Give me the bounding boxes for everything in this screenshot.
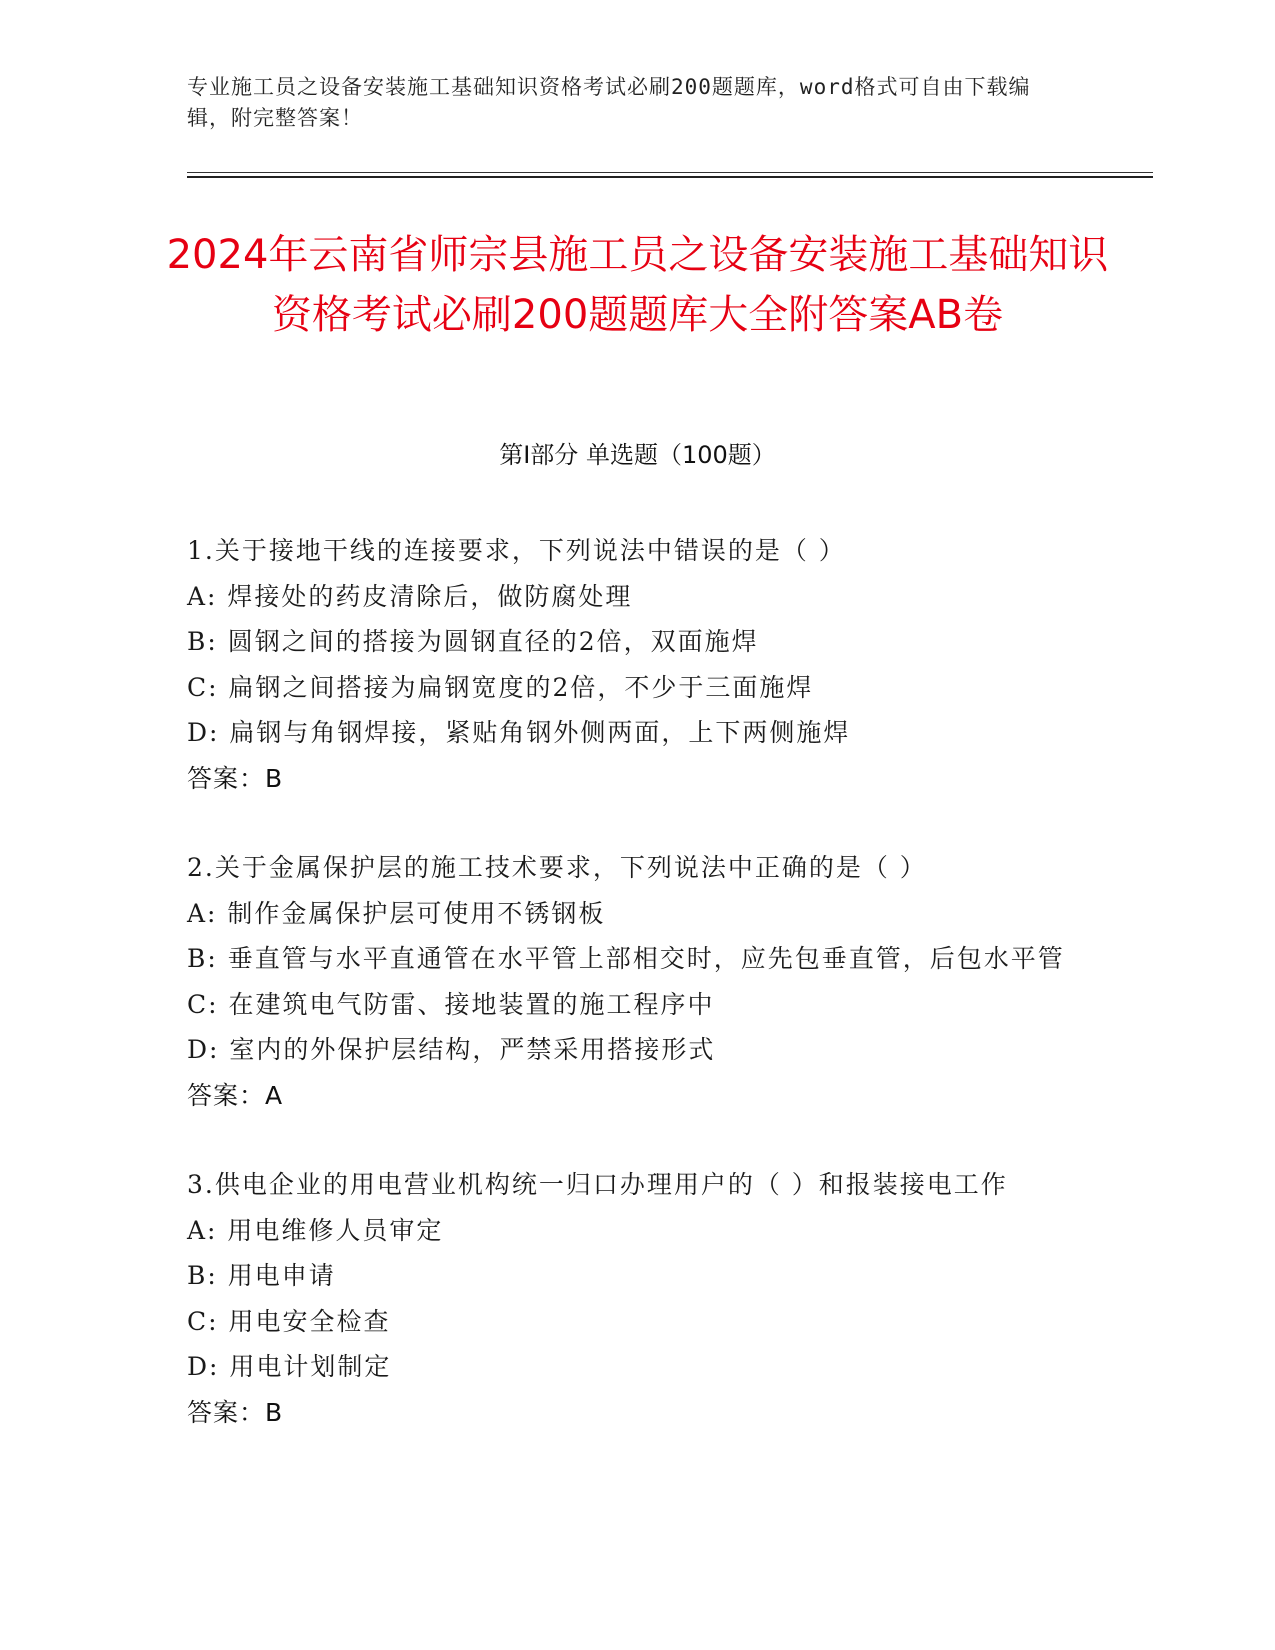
section-title: 第Ⅰ部分 单选题（100题） bbox=[499, 441, 776, 469]
option-b: B: 圆钢之间的搭接为圆钢直径的2倍，双面施焊 bbox=[187, 627, 759, 656]
question-3 bbox=[187, 1162, 1077, 1435]
option-d: D: 用电计划制定 bbox=[187, 1352, 392, 1381]
option-c: C: 在建筑电气防雷、接地装置的施工程序中 bbox=[187, 989, 715, 1019]
answer: 答案：B bbox=[187, 1397, 284, 1427]
question-stem: 3.供电企业的用电营业机构统一归口办理用户的（ ）和报装接电工作 bbox=[187, 1170, 1008, 1199]
option-d: D: 扁钢与角钢焊接，紧贴角钢外侧两面，上下两侧施焊 bbox=[187, 718, 851, 747]
question-stem: 2.关于金属保护层的施工技术要求，下列说法中正确的是（ ） bbox=[187, 853, 927, 882]
header-divider-thick bbox=[187, 176, 1153, 178]
option-a: A: 制作金属保护层可使用不锈钢板 bbox=[187, 898, 606, 928]
option-a: A: 焊接处的药皮清除后，做防腐处理 bbox=[187, 581, 633, 611]
answer: 答案：A bbox=[187, 1080, 284, 1110]
header-divider-thin bbox=[187, 172, 1153, 173]
question-1 bbox=[187, 528, 1077, 801]
option-b: B: 垂直管与水平直通管在水平管上部相交时，应先包垂直管，后包水平管 bbox=[187, 944, 1065, 973]
option-b: B: 用电申请 bbox=[187, 1261, 336, 1290]
document-title: 2024年云南省师宗县施工员之设备安装施工基础知识资格考试必刷200题题库大全附答案AB卷 bbox=[166, 232, 1109, 338]
header-note: 专业施工员之设备安装施工基础知识资格考试必刷200题题库，word格式可自由下载编辑，附完整答案！ bbox=[187, 75, 1031, 130]
question-stem: 1.关于接地干线的连接要求，下列说法中错误的是（ ） bbox=[187, 536, 846, 565]
option-a: A: 用电维修人员审定 bbox=[187, 1215, 444, 1245]
answer: 答案：B bbox=[187, 763, 284, 793]
question-2 bbox=[187, 845, 1077, 1118]
question-list bbox=[187, 528, 1077, 1479]
option-c: C: 扁钢之间搭接为扁钢宽度的2倍，不少于三面施焊 bbox=[187, 672, 814, 702]
option-c: C: 用电安全检查 bbox=[187, 1306, 391, 1336]
option-d: D: 室内的外保护层结构，严禁采用搭接形式 bbox=[187, 1035, 716, 1064]
